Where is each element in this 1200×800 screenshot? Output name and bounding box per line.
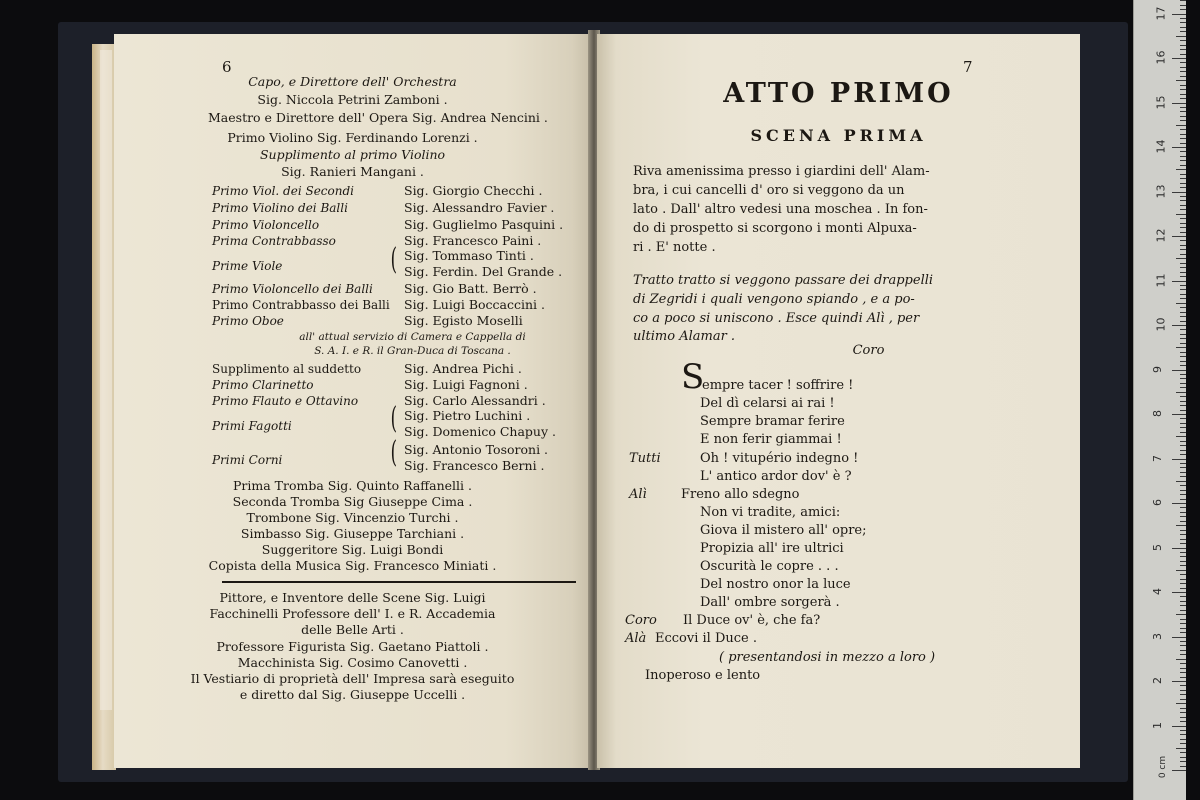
ruler-tick (1180, 512, 1186, 513)
verse-line: empre tacer ! soffrire ! (702, 378, 854, 393)
ruler-tick (1180, 89, 1186, 90)
ruler-label: 6 (1151, 499, 1164, 506)
ruler-tick (1180, 298, 1186, 299)
credits-line: e diretto dal Sig. Giuseppe Uccelli . (239, 687, 466, 702)
ruler-tick (1180, 534, 1186, 535)
ruler-tick (1180, 516, 1186, 517)
ruler-tick (1180, 610, 1186, 611)
role-label: Prime Viole (212, 259, 283, 273)
credits-line: Macchinista Sig. Cosimo Canovetti . (237, 655, 468, 670)
ruler-tick (1180, 463, 1186, 464)
ruler-tick (1180, 694, 1186, 695)
ruler-tick (1180, 178, 1186, 179)
ruler-tick (1172, 58, 1186, 59)
role-performer: Sig. Pietro Luchini . (404, 408, 531, 423)
ruler-tick (1176, 570, 1186, 571)
ruler-label: 3 (1151, 632, 1164, 640)
ruler-tick (1180, 200, 1186, 201)
ruler-tick (1180, 752, 1186, 753)
ruler-label: 10 (1154, 317, 1168, 332)
ruler-tick (1180, 343, 1186, 344)
ruler-tick (1180, 734, 1186, 735)
ruler-tick (1180, 40, 1186, 41)
scene-description-line: do di prospetto si scorgono i monti Alpuxa- (633, 221, 917, 236)
ruler-tick (1180, 499, 1186, 500)
role-performer: Sig. Luigi Fagnoni . (404, 377, 528, 392)
prompter-line: Suggeritore Sig. Luigi Bondi (261, 542, 444, 557)
ruler-tick (1180, 0, 1186, 1)
ruler-tick (1180, 485, 1186, 486)
credits-line: delle Belle Arti . (301, 622, 404, 637)
ruler-tick (1180, 490, 1186, 491)
ruler-tick (1180, 628, 1186, 629)
ruler-label: 14 (1154, 139, 1168, 154)
ruler-tick (1172, 414, 1186, 415)
ruler-tick (1176, 436, 1186, 437)
verse-line: Oscurità le copre . . . (700, 559, 839, 574)
role-performer: Sig. Antonio Tosoroni . (404, 442, 549, 457)
ruler-label: 2 (1151, 677, 1164, 684)
ruler-tick (1180, 383, 1186, 384)
verse-line: Propizia all' ire ultrici (700, 541, 844, 556)
ruler-tick (1180, 757, 1186, 758)
ruler-label: 15 (1154, 95, 1168, 109)
role-performer: Sig. Francesco Berni . (404, 458, 545, 473)
ruler-tick (1180, 289, 1186, 290)
ruler-tick (1180, 151, 1186, 152)
ruler-tick (1180, 539, 1186, 540)
ruler-tick (1180, 730, 1186, 731)
ruler-tick (1180, 227, 1186, 228)
ruler-tick (1180, 116, 1186, 117)
role-label: Prima Contrabbasso (212, 234, 336, 248)
ruler-tick (1172, 325, 1186, 326)
ruler-tick (1180, 196, 1186, 197)
ruler-tick (1180, 685, 1186, 686)
ruler-tick (1180, 761, 1186, 762)
ruler-tick (1180, 223, 1186, 224)
scene-title: SCENA PRIMA (750, 126, 927, 145)
ruler-tick (1172, 592, 1186, 593)
ruler-tick (1180, 85, 1186, 86)
ruler-tick (1180, 427, 1186, 428)
ruler-tick (1180, 254, 1186, 255)
ruler-tick (1180, 766, 1186, 767)
ruler-tick (1176, 169, 1186, 170)
ruler-tick (1180, 450, 1186, 451)
ruler-tick (1172, 770, 1186, 771)
ruler-tick (1172, 14, 1186, 15)
verse-line: Sempre bramar ferire (700, 414, 845, 429)
ruler-tick (1180, 329, 1186, 330)
drop-cap: S (681, 357, 705, 397)
scene-description-line: Riva amenissima presso i giardini dell' Alam- (633, 164, 930, 179)
ruler-tick (1180, 396, 1186, 397)
ruler-label: 16 (1154, 50, 1168, 65)
ruler-tick (1180, 454, 1186, 455)
scene-description-line: ri . E' notte . (633, 240, 716, 255)
ruler-tick (1172, 459, 1186, 460)
ruler-label: 8 (1151, 410, 1164, 417)
ruler-tick (1180, 574, 1186, 575)
ruler-tick (1176, 36, 1186, 37)
stage-aside: ( presentandosi in mezzo a loro ) (719, 650, 936, 665)
ruler-tick (1180, 267, 1186, 268)
role-label: Primi Fagotti (212, 419, 292, 433)
ruler-tick (1180, 721, 1186, 722)
ruler-tick (1180, 209, 1186, 210)
ruler-tick (1180, 565, 1186, 566)
scene-description-line: lato . Dall' altro vedesi una moschea . In fon- (633, 202, 928, 217)
verse-line: E non ferir giammai ! (700, 432, 842, 447)
ruler-tick (1180, 387, 1186, 388)
ruler-tick (1176, 214, 1186, 215)
page-number-left: 6 (222, 58, 232, 76)
first-violin: Primo Violino Sig. Ferdinando Lorenzi . (227, 130, 478, 145)
brass-line: Trombone Sig. Vincenzio Turchi . (246, 510, 459, 525)
role-label: Primo Violoncello dei Balli (212, 282, 373, 296)
ruler-tick (1180, 120, 1186, 121)
ruler-tick (1180, 556, 1186, 557)
ruler-tick (1176, 125, 1186, 126)
ruler-tick (1180, 245, 1186, 246)
ruler-tick (1180, 312, 1186, 313)
stage-direction-line: co a poco si uniscono . Esce quindi Alì , per (633, 311, 920, 326)
ruler-tick (1172, 192, 1186, 193)
ruler-tick (1180, 374, 1186, 375)
ruler-tick (1180, 263, 1186, 264)
verse-line: Inoperoso e lento (645, 668, 761, 683)
brass-line: Seconda Tromba Sig Giuseppe Cima . (232, 494, 473, 509)
chorus-heading: Coro (852, 343, 885, 358)
ruler-tick (1180, 54, 1186, 55)
ruler-tick (1180, 418, 1186, 419)
verse-line: L' antico ardor dov' è ? (700, 469, 852, 484)
ruler-tick (1180, 467, 1186, 468)
verse-line: Giova il mistero all' opre; (700, 523, 867, 538)
ruler-tick (1180, 187, 1186, 188)
speaker-label: Coro (625, 613, 657, 628)
ruler-tick (1180, 743, 1186, 744)
ruler-tick (1180, 521, 1186, 522)
ruler-tick (1180, 240, 1186, 241)
ruler-tick (1176, 392, 1186, 393)
ruler-tick (1180, 650, 1186, 651)
role-label: Primo Flauto e Ottavino (212, 394, 359, 408)
ruler-tick (1180, 5, 1186, 6)
role-performer: Sig. Andrea Pichi . (404, 361, 522, 376)
ruler-tick (1180, 410, 1186, 411)
ruler-tick (1172, 548, 1186, 549)
ruler-label: 17 (1154, 6, 1168, 20)
ruler-tick (1176, 347, 1186, 348)
ruler-tick (1180, 218, 1186, 219)
ruler-tick (1176, 703, 1186, 704)
ruler-tick (1180, 334, 1186, 335)
page-number-right: 7 (963, 58, 973, 76)
ruler-tick (1172, 103, 1186, 104)
verse-line: Dall' ombre sorgerà . (700, 595, 840, 610)
ruler-tick (1180, 472, 1186, 473)
credits-line: Pittore, e Inventore delle Scene Sig. Luigi (219, 590, 486, 605)
measurement-ruler (1133, 0, 1186, 800)
brace-glyph: ( (390, 242, 398, 277)
role-performer: Sig. Francesco Paini . (404, 233, 542, 248)
ruler-tick (1180, 111, 1186, 112)
ruler-tick (1180, 165, 1186, 166)
ruler-tick (1180, 143, 1186, 144)
role-performer: Sig. Giorgio Checchi . (404, 183, 543, 198)
ruler-tick (1180, 27, 1186, 28)
ruler-tick (1180, 601, 1186, 602)
service-note-line: S. A. I. e R. il Gran-Duca di Toscana . (314, 345, 511, 357)
stage-direction-line: Tratto tratto si veggono passare dei drappelli (633, 273, 934, 288)
brass-line: Prima Tromba Sig. Quinto Raffanelli . (232, 478, 473, 493)
ruler-tick (1180, 552, 1186, 553)
role-label: Primo Contrabbasso dei Balli (212, 298, 390, 312)
ruler-tick (1172, 147, 1186, 148)
verse-line: Del dì celarsi ai rai ! (700, 396, 835, 411)
ruler-unit-label: 0 cm (1158, 755, 1169, 779)
ruler-tick (1180, 623, 1186, 624)
ruler-tick (1176, 481, 1186, 482)
ruler-label: 13 (1154, 184, 1168, 198)
role-performer: Sig. Alessandro Favier . (404, 200, 555, 215)
role-performer: Sig. Luigi Boccaccini . (404, 297, 545, 312)
ruler-tick (1172, 503, 1186, 504)
ruler-tick (1180, 717, 1186, 718)
ruler-tick (1176, 659, 1186, 660)
ruler-tick (1180, 205, 1186, 206)
copyist-line: Copista della Musica Sig. Francesco Miniati . (208, 558, 497, 573)
stage-direction-line: ultimo Alamar . (633, 329, 736, 344)
ruler-tick (1180, 98, 1186, 99)
role-label: Primo Viol. dei Secondi (212, 184, 355, 198)
verse-line: Oh ! vitupério indegno ! (700, 451, 859, 466)
ruler-tick (1180, 352, 1186, 353)
role-label: Primo Oboe (212, 314, 284, 328)
speaker-label: Tutti (629, 451, 661, 466)
role-label: Primo Violino dei Balli (212, 201, 348, 215)
ruler-tick (1180, 654, 1186, 655)
ruler-tick (1180, 712, 1186, 713)
orchestra-director-name: Sig. Niccola Petrini Zamboni . (257, 92, 448, 107)
ruler-tick (1172, 281, 1186, 282)
ruler-tick (1180, 561, 1186, 562)
ruler-tick (1180, 645, 1186, 646)
ruler-tick (1180, 579, 1186, 580)
ruler-tick (1180, 530, 1186, 531)
ruler-tick (1172, 236, 1186, 237)
ruler-tick (1180, 307, 1186, 308)
ruler-tick (1180, 690, 1186, 691)
role-performer: Sig. Gio Batt. Berrò . (404, 281, 537, 296)
ruler-tick (1180, 405, 1186, 406)
ruler-label: 5 (1151, 543, 1164, 551)
ruler-tick (1180, 62, 1186, 63)
ruler-tick (1180, 378, 1186, 379)
ruler-tick (1180, 708, 1186, 709)
verse-line: Eccovi il Duce . (655, 631, 757, 646)
ruler-tick (1180, 129, 1186, 130)
verse-line: Il Duce ov' è, che fa? (683, 613, 821, 628)
ruler-tick (1180, 663, 1186, 664)
ruler-tick (1180, 365, 1186, 366)
ruler-tick (1180, 316, 1186, 317)
ruler-tick (1172, 726, 1186, 727)
service-note-line: all' attual servizio di Camera e Cappella di (299, 331, 526, 343)
ruler-tick (1180, 134, 1186, 135)
scene-description-line: bra, i cui cancelli d' oro si veggono da un (633, 183, 905, 198)
opera-master: Maestro e Direttore dell' Opera Sig. Andrea Nencini . (208, 110, 548, 125)
ruler-tick (1180, 294, 1186, 295)
ruler-label: 11 (1154, 273, 1168, 287)
book-page-edge-highlight (100, 50, 112, 710)
ruler-label: 12 (1154, 228, 1168, 243)
speaker-label: Alì (629, 487, 647, 502)
ruler-tick (1180, 476, 1186, 477)
ruler-tick (1180, 596, 1186, 597)
role-label: Primo Clarinetto (212, 378, 314, 392)
role-performer: Sig. Carlo Alessandri . (404, 393, 546, 408)
ruler-tick (1180, 432, 1186, 433)
ruler-tick (1180, 22, 1186, 23)
ruler-tick (1180, 232, 1186, 233)
ruler-tick (1180, 45, 1186, 46)
role-label: Primi Corni (212, 453, 283, 467)
ruler-tick (1176, 525, 1186, 526)
ruler-tick (1180, 76, 1186, 77)
act-title: ATTO PRIMO (723, 78, 954, 109)
left-page (114, 34, 591, 768)
speaker-label: Alà (625, 631, 647, 646)
ruler-label: 4 (1151, 588, 1164, 595)
role-performer: Sig. Egisto Moselli (404, 313, 523, 328)
ruler-tick (1180, 49, 1186, 50)
ruler-tick (1180, 285, 1186, 286)
ruler-label: 1 (1151, 721, 1164, 729)
credits-line: Facchinelli Professore dell' I. e R. Accademia (209, 606, 496, 621)
verse-line: Non vi tradite, amici: (700, 505, 841, 520)
ruler-tick (1180, 321, 1186, 322)
ruler-tick (1180, 494, 1186, 495)
ruler-tick (1180, 641, 1186, 642)
ruler-label: 7 (1151, 454, 1164, 462)
ruler-tick (1180, 739, 1186, 740)
role-performer: Sig. Tommaso Tinti . (404, 248, 534, 263)
ruler-tick (1172, 637, 1186, 638)
ruler-tick (1180, 619, 1186, 620)
ruler-tick (1180, 668, 1186, 669)
orchestra-director-title: Capo, e Direttore dell' Orchestra (248, 74, 457, 89)
ruler-tick (1180, 699, 1186, 700)
brace-glyph: ( (390, 435, 398, 470)
ruler-tick (1176, 80, 1186, 81)
ruler-tick (1176, 614, 1186, 615)
ruler-tick (1180, 249, 1186, 250)
credits-line: Professore Figurista Sig. Gaetano Piattoli . (216, 639, 489, 654)
section-rule (222, 581, 576, 583)
ruler-tick (1180, 276, 1186, 277)
ruler-tick (1176, 748, 1186, 749)
ruler-tick (1180, 31, 1186, 32)
ruler-tick (1180, 356, 1186, 357)
ruler-tick (1180, 156, 1186, 157)
ruler-tick (1180, 605, 1186, 606)
ruler-tick (1180, 423, 1186, 424)
ruler-tick (1180, 672, 1186, 673)
ruler-tick (1180, 401, 1186, 402)
ruler-tick (1180, 272, 1186, 273)
ruler-tick (1180, 507, 1186, 508)
brace-glyph: ( (390, 401, 398, 436)
ruler-label: 9 (1151, 365, 1164, 373)
ruler-tick (1180, 67, 1186, 68)
ruler-tick (1180, 18, 1186, 19)
ruler-tick (1180, 583, 1186, 584)
ruler-tick (1180, 183, 1186, 184)
ruler-tick (1172, 681, 1186, 682)
role-performer: Sig. Domenico Chapuy . (404, 424, 556, 439)
role-label: Supplimento al suddetto (212, 362, 362, 376)
role-performer: Sig. Guglielmo Pasquini . (404, 217, 564, 232)
verse-line: Freno allo sdegno (681, 487, 800, 502)
ruler-tick (1180, 107, 1186, 108)
ruler-tick (1180, 174, 1186, 175)
ruler-tick (1180, 445, 1186, 446)
role-performer: Sig. Ferdin. Del Grande . (404, 264, 563, 279)
ruler-tick (1180, 71, 1186, 72)
first-violin-substitute-title: Supplimento al primo Violino (259, 147, 446, 162)
ruler-tick (1180, 138, 1186, 139)
ruler-tick (1180, 94, 1186, 95)
ruler-tick (1176, 303, 1186, 304)
credits-line: Il Vestiario di proprietà dell' Impresa sarà eseguito (190, 671, 515, 686)
ruler-tick (1180, 9, 1186, 10)
ruler-tick (1180, 543, 1186, 544)
ruler-tick (1180, 588, 1186, 589)
ruler-tick (1180, 160, 1186, 161)
ruler-tick (1172, 370, 1186, 371)
brass-line: Simbasso Sig. Giuseppe Tarchiani . (240, 526, 465, 541)
verse-line: Del nostro onor la luce (700, 577, 851, 592)
stage-direction-line: di Zegridi i quali vengono spiando , e a po- (633, 292, 915, 307)
ruler-tick (1180, 677, 1186, 678)
ruler-tick (1180, 338, 1186, 339)
ruler-tick (1176, 258, 1186, 259)
first-violin-substitute-name: Sig. Ranieri Mangani . (281, 164, 424, 179)
ruler-tick (1180, 632, 1186, 633)
ruler-tick (1180, 361, 1186, 362)
right-page (597, 34, 1080, 768)
role-label: Primo Violoncello (212, 218, 320, 232)
ruler-tick (1180, 441, 1186, 442)
